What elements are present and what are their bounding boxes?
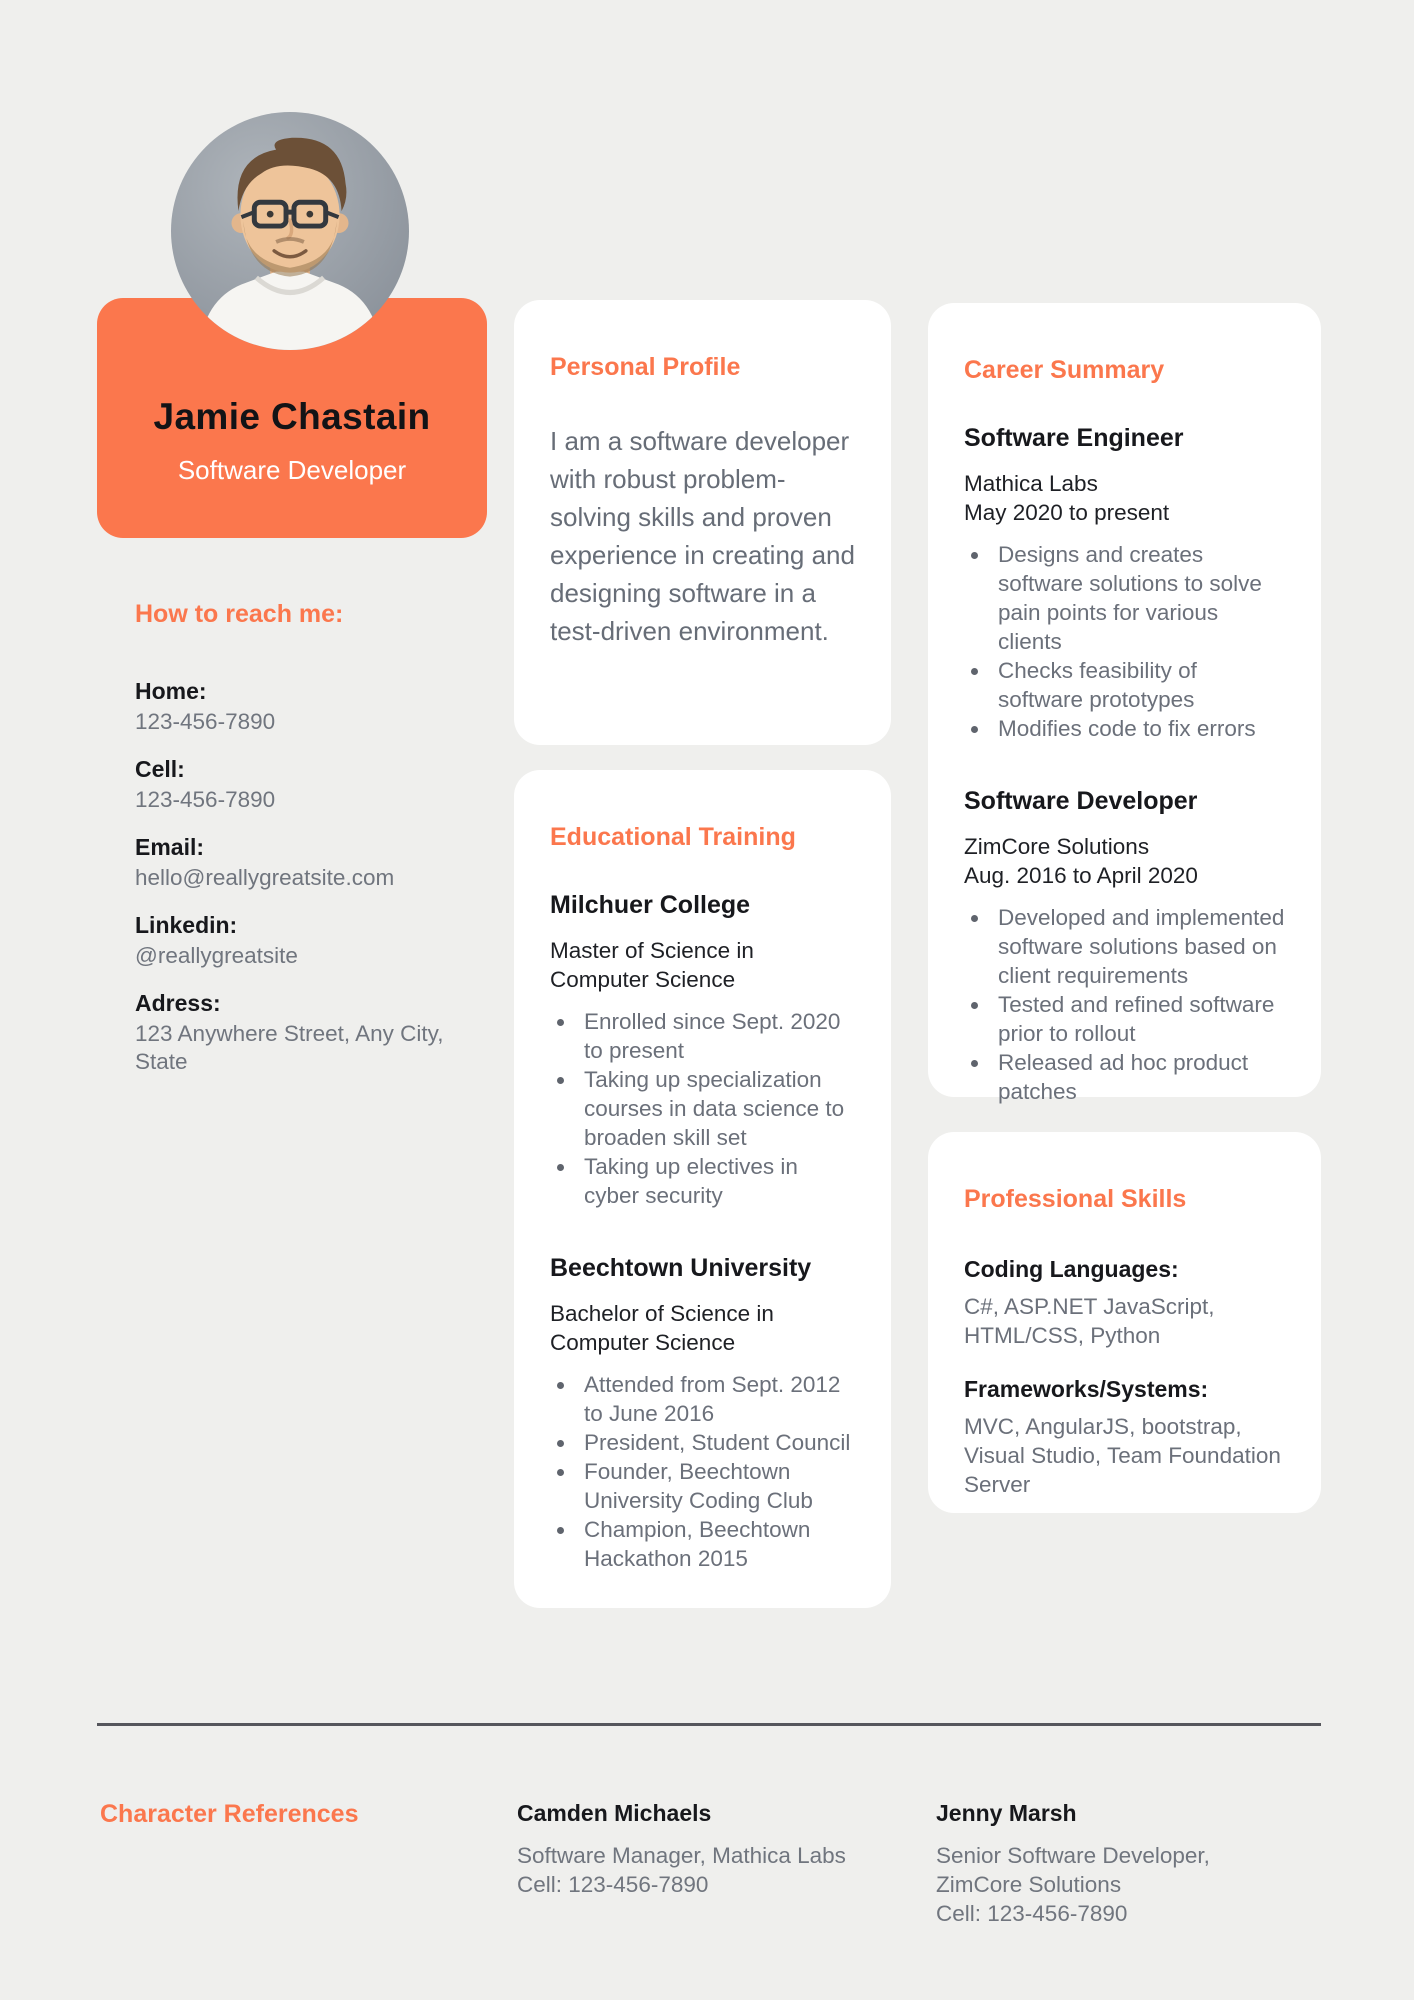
skill-group-frameworks-systems [964, 1374, 1285, 1499]
skill-value: MVC, AngularJS, bootstrap, Visual Studio, Team Foundation Server [964, 1414, 1281, 1497]
personal-profile-heading: Personal Profile [550, 353, 741, 381]
skill-label: Frameworks/Systems: [964, 1376, 1209, 1402]
bullet-item: • Founder, Beechtown University Coding Club [577, 1457, 855, 1515]
bullet-item: • Modifies code to fix errors [991, 714, 1285, 743]
job-company-dates [964, 469, 1285, 527]
bullet-item: • Enrolled since Sept. 2020 to present [577, 1007, 855, 1065]
job-bullet-list [964, 903, 1285, 1106]
school-bullet-list [550, 1007, 855, 1210]
job-dates: May 2020 to present [964, 500, 1170, 525]
profile-photo [171, 112, 409, 350]
contact-value: 123-456-7890 [135, 787, 276, 812]
reference-person [936, 1799, 1298, 1928]
skill-value: C#, ASP.NET JavaScript, HTML/CSS, Python [964, 1294, 1215, 1348]
job-company: ZimCore Solutions [964, 834, 1150, 859]
bullet-item: • Taking up specialization courses in data science to broaden skill set [577, 1065, 855, 1152]
person-job-title: Software Developer [177, 455, 407, 485]
career-heading: Career Summary [964, 356, 1165, 384]
job-company: Mathica Labs [964, 471, 1098, 496]
reference-role: Software Manager, Mathica Labs [517, 1843, 846, 1868]
education-card [514, 770, 891, 1608]
bullet-item: • Checks feasibility of software prototypes [991, 656, 1285, 714]
job-position: Software Developer [964, 787, 1198, 815]
contact-item-email [135, 833, 470, 892]
job-position: Software Engineer [964, 424, 1184, 452]
contact-label: Cell: [135, 756, 185, 782]
contact-item-linkedin [135, 911, 470, 970]
contact-item-home [135, 677, 470, 736]
reference-cell: Cell: 123-456-7890 [517, 1872, 709, 1897]
skill-group-coding-languages [964, 1254, 1285, 1350]
contact-value: hello@reallygreatsite.com [135, 865, 395, 890]
contact-item-address [135, 989, 470, 1076]
bullet-item: • President, Student Council [577, 1428, 855, 1457]
person-avatar-illustration [171, 112, 409, 350]
bullet-item: • Developed and implemented software solutions based on client requirements [991, 903, 1285, 990]
contact-item-cell [135, 755, 470, 814]
references-heading: Character References [100, 1800, 359, 1828]
education-heading: Educational Training [550, 823, 796, 851]
school-bullet-list [550, 1370, 855, 1573]
school-name: Milchuer College [550, 891, 751, 919]
contact-value: 123-456-7890 [135, 709, 276, 734]
personal-profile-body: I am a software developer with robust problem-solving skills and proven experience in creating and designing software in a test-driven environment. [550, 426, 855, 646]
contact-value: @reallygreatsite [135, 943, 298, 968]
education-school [550, 890, 855, 1210]
contact-heading: How to reach me: [135, 600, 344, 628]
career-job [964, 423, 1285, 743]
job-bullet-list [964, 540, 1285, 743]
career-summary-card [928, 303, 1321, 1104]
reference-name: Jenny Marsh [936, 1800, 1077, 1826]
bullet-item: • Champion, Beechtown Hackathon 2015 [577, 1515, 855, 1573]
reference-role: Senior Software Developer, ZimCore Solutions [936, 1843, 1210, 1897]
bullet-item: • Attended from Sept. 2012 to June 2016 [577, 1370, 855, 1428]
contact-label: Linkedin: [135, 912, 238, 938]
job-dates: Aug. 2016 to April 2020 [964, 863, 1198, 888]
bullet-item: • Released ad hoc product patches [991, 1048, 1285, 1106]
contact-label: Home: [135, 678, 207, 704]
school-degree: Master of Science in Computer Science [550, 938, 754, 992]
skill-label: Coding Languages: [964, 1256, 1179, 1282]
education-school [550, 1253, 855, 1573]
contact-section [135, 600, 470, 1095]
school-name: Beechtown University [550, 1254, 812, 1282]
skills-card [928, 1132, 1321, 1513]
footer-divider [97, 1723, 1321, 1726]
contact-label: Adress: [135, 990, 221, 1016]
career-job [964, 786, 1285, 1106]
reference-person [517, 1799, 862, 1899]
bullet-item: • Designs and creates software solutions to solve pain points for various clients [991, 540, 1285, 656]
bullet-item: • Taking up electives in cyber security [577, 1152, 855, 1210]
school-degree: Bachelor of Science in Computer Science [550, 1301, 774, 1355]
job-company-dates [964, 832, 1285, 890]
person-name: Jamie Chastain [153, 396, 431, 437]
contact-value: 123 Anywhere Street, Any City, State [135, 1021, 444, 1074]
bullet-item: • Tested and refined software prior to rollout [991, 990, 1285, 1048]
skills-heading: Professional Skills [964, 1185, 1187, 1213]
contact-label: Email: [135, 834, 205, 860]
reference-cell: Cell: 123-456-7890 [936, 1901, 1128, 1926]
reference-name: Camden Michaels [517, 1800, 712, 1826]
personal-profile-card [514, 300, 891, 745]
